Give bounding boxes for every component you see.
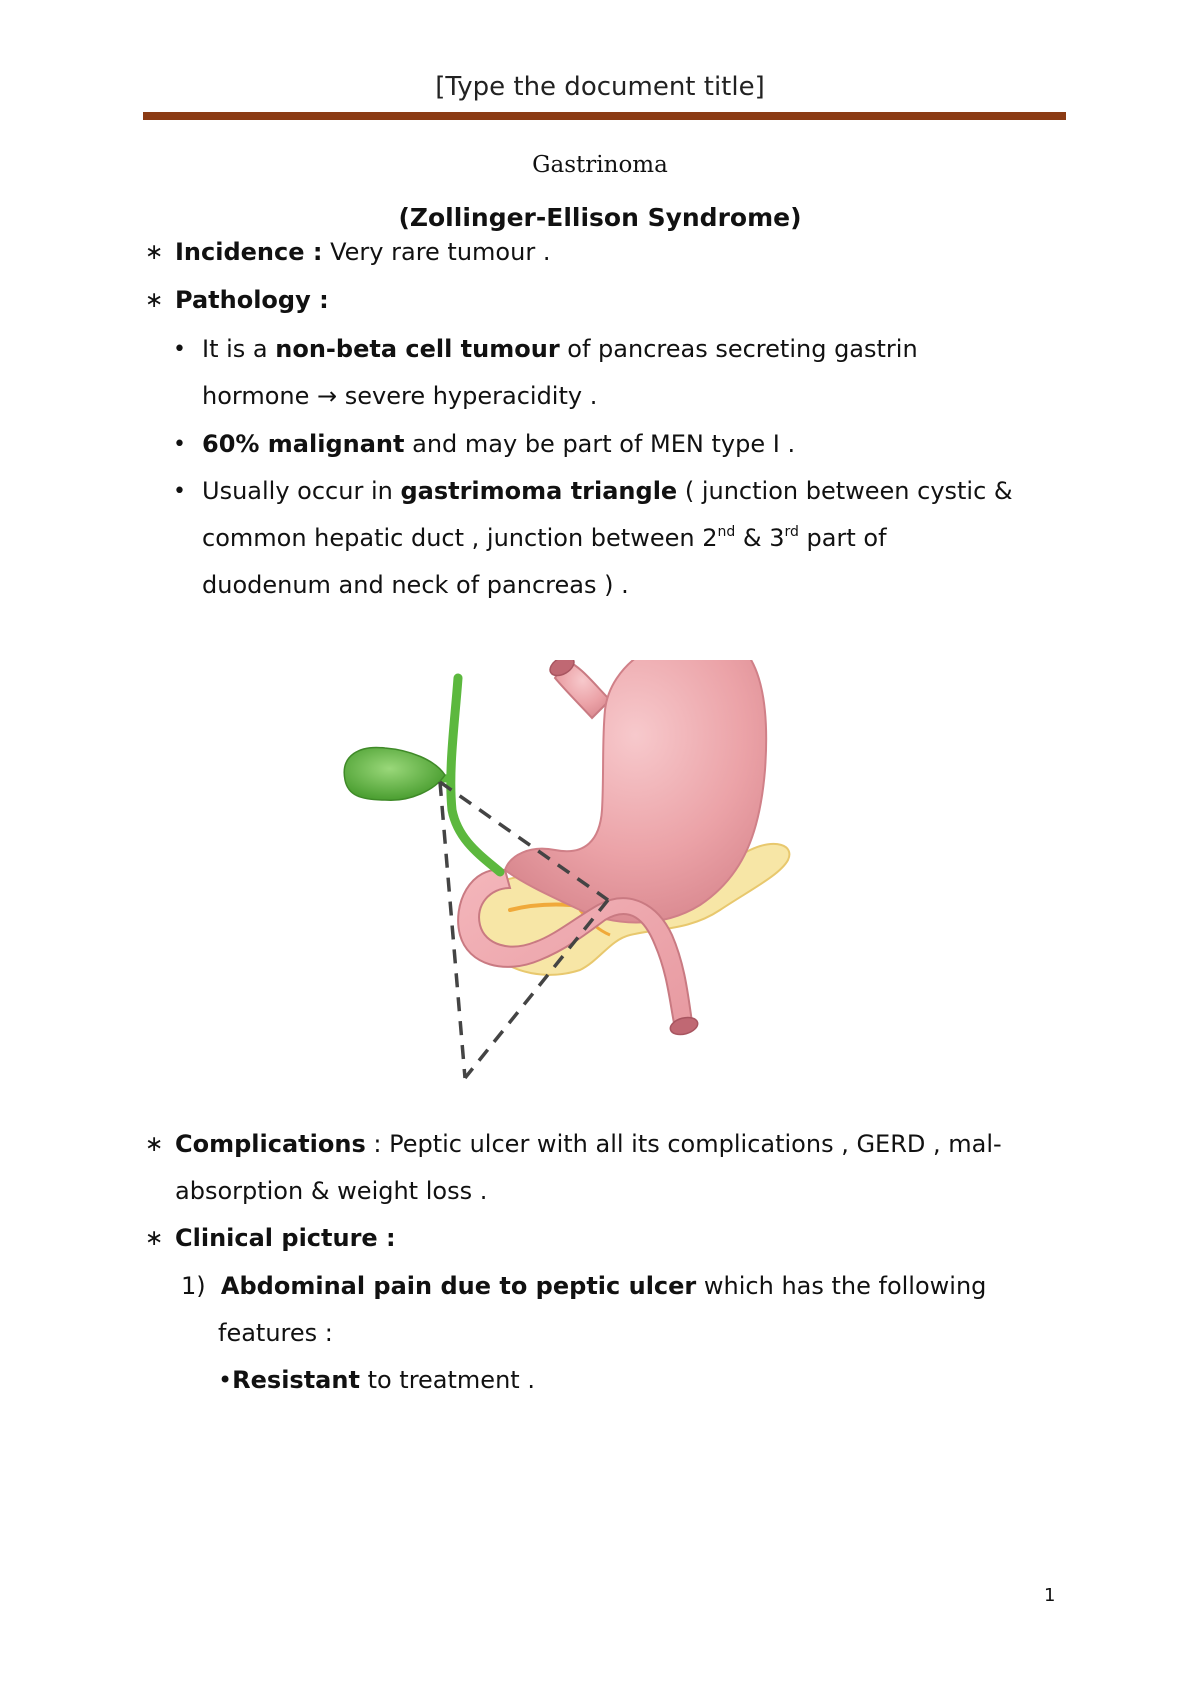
text: common hepatic duct , junction between 2 bbox=[202, 524, 718, 552]
incidence-line bbox=[175, 236, 550, 268]
clinical-item-1 bbox=[181, 1270, 986, 1302]
list-number: 1) bbox=[181, 1272, 206, 1300]
complications-line2: absorption & weight loss . bbox=[175, 1177, 488, 1205]
incidence-label: Incidence : bbox=[175, 238, 323, 266]
complications-text: : Peptic ulcer with all its complications , GERD , mal- bbox=[365, 1130, 1002, 1158]
bullet-icon: • bbox=[218, 1366, 233, 1394]
document-subtitle: (Zollinger-Ellison Syndrome) bbox=[398, 203, 802, 232]
complications-line bbox=[175, 1128, 1002, 1160]
gallbladder bbox=[344, 747, 445, 800]
star-bullet-icon: ∗ bbox=[145, 1226, 164, 1251]
text: and may be part of MEN type I . bbox=[404, 430, 796, 458]
bold-text: gastrimoma triangle bbox=[400, 477, 678, 505]
pathology-bullet-1 bbox=[202, 333, 918, 365]
header-rule bbox=[143, 112, 1066, 120]
bold-text: non-beta cell tumour bbox=[275, 335, 560, 363]
gastrinoma-triangle-diagram bbox=[340, 660, 880, 1180]
bold-text: 60% malignant bbox=[202, 430, 405, 458]
pathology-bullet-1-line2: hormone → severe hyperacidity . bbox=[202, 382, 598, 410]
star-bullet-icon: ∗ bbox=[145, 1132, 164, 1157]
incidence-text: Very rare tumour . bbox=[322, 238, 551, 266]
clinical-label: Clinical picture : bbox=[175, 1224, 396, 1252]
superscript: nd bbox=[717, 524, 736, 540]
page-number: 1 bbox=[1044, 1585, 1056, 1606]
complications-label: Complications bbox=[175, 1130, 366, 1158]
clinical-item-1-line2: features : bbox=[218, 1319, 333, 1347]
text: It is a bbox=[202, 335, 276, 363]
bullet-icon: • bbox=[173, 479, 186, 504]
clinical-heading bbox=[175, 1222, 396, 1254]
star-bullet-icon: ∗ bbox=[145, 288, 164, 313]
common-bile-duct bbox=[451, 678, 500, 872]
text: part of bbox=[798, 524, 887, 552]
text: & 3 bbox=[735, 524, 785, 552]
bullet-icon: • bbox=[173, 337, 186, 362]
clinical-item-1-sub bbox=[218, 1364, 535, 1396]
pathology-bullet-2 bbox=[202, 428, 795, 460]
bold-text: Resistant bbox=[232, 1366, 360, 1394]
text: of pancreas secreting gastrin bbox=[559, 335, 918, 363]
pathology-bullet-3 bbox=[202, 475, 1013, 507]
document-title: Gastrinoma bbox=[532, 152, 668, 178]
pathology-label: Pathology : bbox=[175, 286, 329, 314]
bold-text: Abdominal pain due to peptic ulcer bbox=[220, 1272, 697, 1300]
pathology-bullet-3-line2 bbox=[202, 522, 887, 554]
text: ( junction between cystic & bbox=[677, 477, 1013, 505]
text: to treatment . bbox=[359, 1366, 535, 1394]
text: Usually occur in bbox=[202, 477, 401, 505]
star-bullet-icon: ∗ bbox=[145, 240, 164, 265]
text: which has the following bbox=[696, 1272, 987, 1300]
bullet-icon: • bbox=[173, 432, 186, 457]
superscript: rd bbox=[784, 524, 799, 540]
pathology-heading bbox=[175, 284, 329, 316]
pathology-bullet-3-line3: duodenum and neck of pancreas ) . bbox=[202, 571, 629, 599]
header-title: [Type the document title] bbox=[435, 72, 765, 102]
